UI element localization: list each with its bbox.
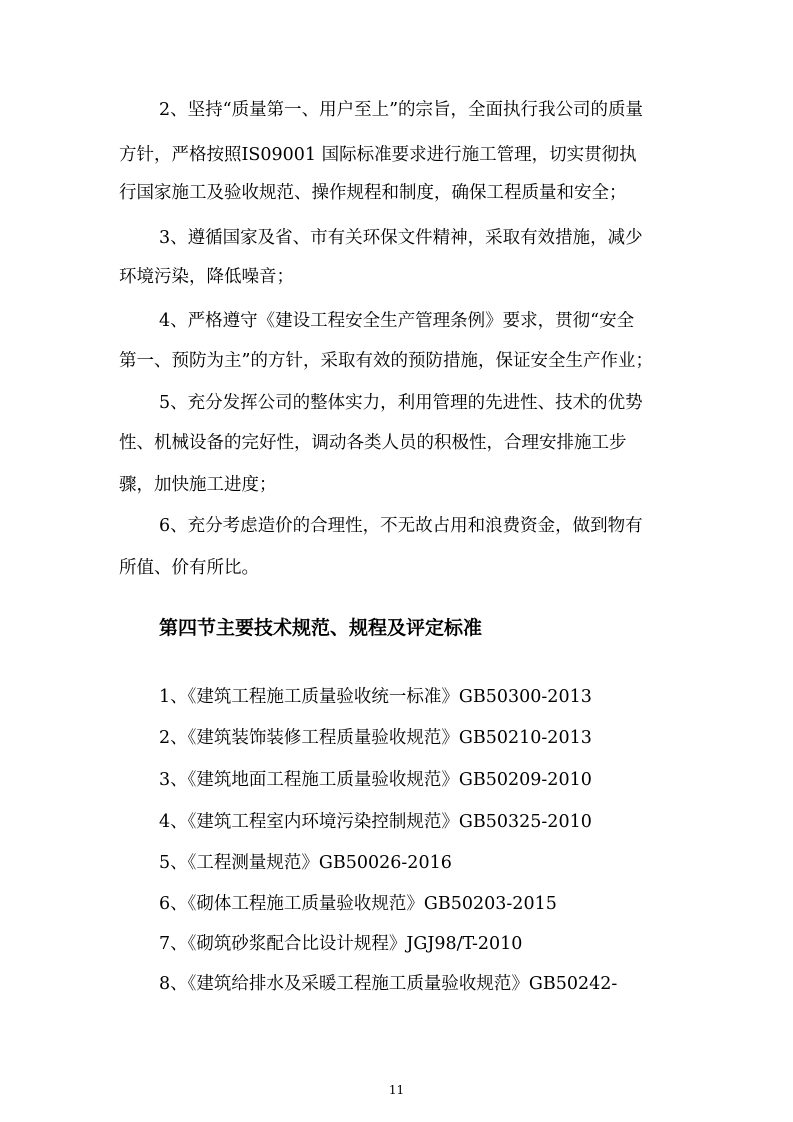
principle-5-line-2: 性、机械设备的完好性，调动各类人员的积极性，合理安排施工步: [119, 433, 627, 453]
principle-2-line-2: 方针，严格按照IS09001 国际标准要求进行施工管理，切实贯彻执: [119, 145, 637, 165]
principle-4-line-2: 第一、预防为主”的方针，采取有效的预防措施，保证安全生产作业；: [119, 351, 653, 371]
principle-2-line-3: 行国家施工及验收规范、操作规程和制度，确保工程质量和安全；: [119, 183, 627, 203]
standard-item: 8、《建筑给排水及采暖工程施工质量验收规范》GB50242-: [159, 974, 618, 994]
principle-6-line-2: 所值、价有所比。: [119, 558, 259, 578]
principle-3-line-2: 环境污染，降低噪音；: [119, 267, 294, 287]
standard-item: 6、《砌体工程施工质量验收规范》GB50203-2015: [159, 894, 557, 914]
page-number: 11: [388, 1083, 405, 1097]
principle-2-line-1: 2、坚持“质量第一、用户至上”的宗旨，全面执行我公司的质量: [159, 100, 644, 120]
principle-6-line-1: 6、充分考虑造价的合理性，不无故占用和浪费资金，做到物有: [159, 516, 643, 536]
standard-item: 2、《建筑装饰装修工程质量验收规范》GB50210-2013: [159, 728, 592, 748]
principle-5-line-3: 骤，加快施工进度；: [119, 475, 277, 495]
principle-3-line-1: 3、遵循国家及省、市有关环保文件精神，采取有效措施，减少: [159, 228, 643, 248]
principle-5-line-1: 5、充分发挥公司的整体实力，利用管理的先进性、技术的优势: [159, 393, 643, 413]
standard-item: 7、《砌筑砂浆配合比设计规程》JGJ98/T-2010: [159, 934, 523, 954]
standard-item: 5、《工程测量规范》GB50026-2016: [159, 853, 452, 873]
standard-item: 4、《建筑工程室内环境污染控制规范》GB50325-2010: [159, 812, 592, 832]
principle-4-line-1: 4、严格遵守《建设工程安全生产管理条例》要求，贯彻“安全: [159, 311, 635, 331]
standard-item: 1、《建筑工程施工质量验收统一标准》GB50300-2013: [159, 687, 592, 707]
section-heading: 第四节主要技术规范、规程及评定标准: [159, 617, 483, 639]
standard-item: 3、《建筑地面工程施工质量验收规范》GB50209-2010: [159, 770, 592, 790]
